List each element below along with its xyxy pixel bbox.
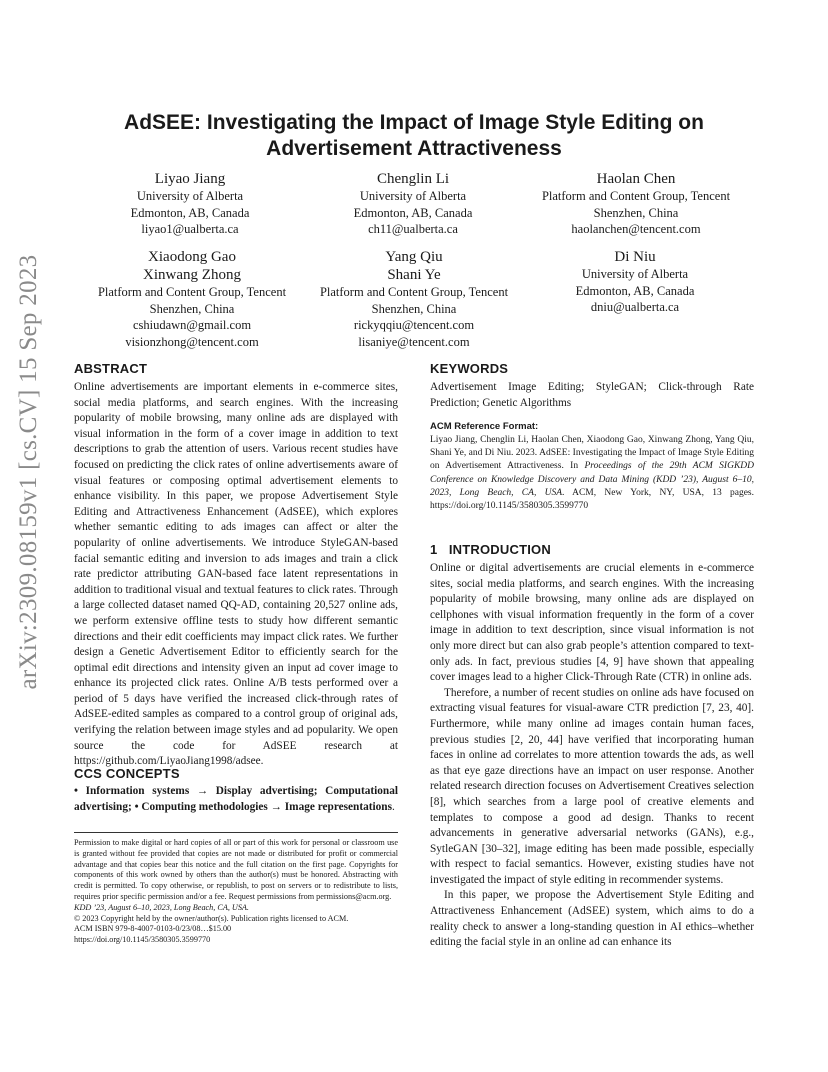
author-name: Chenglin Li: [376, 171, 450, 187]
author-email: visionzhong@tencent.com: [125, 334, 259, 349]
abstract-text: Online advertisements are important elements in e-commerce sites, social media platforms, and search engines. With the increasing popularity of mobile browsing, many online ads are displayed with visual information in the form of a cover image in addition to text descriptions to grab the attention of users. Various recent studies have focused on predicting the click rates of online advertisements aware of visual features or composing optimal advertisement elements to enhance visibility. In this paper, we propose Advertisement Style Editing and Attractiveness Enhancement (AdSEE), which explores whether semantic editing to ads images can affect or alter the popularity of online advertisements. We introduce StyleGAN-based facial semantic editing and inversion to ads images and train a click rate predictor attributing GAN-based face latent representations in addition to traditional visual and textual features to click rates. Through a large collected dataset named QQ-AD, containing 20,527 online ads, we perform extensive offline tests to study how different semantic directions and their edit coefficients may impact click rates. We further design a Genetic Advertisement Editor to efficiently search for the optimal edit directions and intensity given an input ad cover image to enhance its projected click rates. Online A/B tests performed over a period of 5 days have verified the increased click-through rates of AdSEE-edited samples as compared to a control group of original ads, verifying the relation between image styles and ad popularity. We open source the code for AdSEE research at https://github.com/LiyaoJiang1998/adsee.: [74, 381, 398, 768]
author-location: Shenzhen, China: [149, 301, 235, 316]
author-name: Yang Qiu: [385, 249, 443, 265]
author-name: Xiaodong Gao: [148, 249, 236, 265]
author-affiliation: University of Alberta: [136, 189, 244, 203]
ccs-heading: CCS CONCEPTS: [74, 766, 180, 781]
author-affiliation: University of Alberta: [359, 189, 467, 203]
abstract-heading: ABSTRACT: [74, 361, 148, 376]
author-location: Edmonton, AB, Canada: [130, 205, 250, 220]
author-email: ch11@ualberta.ca: [368, 222, 458, 236]
conference-line: KDD ’23, August 6–10, 2023, Long Beach, CA, USA.: [74, 902, 249, 912]
introduction-heading: 1 INTRODUCTION: [430, 542, 551, 557]
author-block-2: [318, 170, 508, 238]
keywords-text: Advertisement Image Editing; StyleGAN; Click-through Rate Prediction; Genetic Algorithms: [430, 381, 754, 409]
intro-paragraph-2: Therefore, a number of recent studies on online ads have focused on extracting visual features for visual-aware CTR prediction [7, 23, 40]. Furthermore, while many online ad images contain human faces, previous studies [2, 20, 44] have verified that incorporating human faces in online ad correlates to more attention towards the ads, as well as that eye gaze directions have an impact on user response. Another related research direction focuses on Advertisement Creatives selection [8], which searches from a large pool of creative elements and templates to compose a good ad design. Thanks to recent advancements in generative adversarial networks (GANs), e.g., SytleGAN [30–32], image editing has been made possible, especially with respect to facial semantics. However, existing studies have not investigated the impact of style editing in recommender systems.: [430, 686, 754, 886]
author-block-3: [520, 170, 752, 238]
introduction-text: [430, 561, 754, 951]
doi-link[interactable]: https://doi.org/10.1145/3580305.3599770: [74, 935, 211, 945]
intro-paragraph-1: Online or digital advertisements are crucial elements in e-commerce sites, social media platforms, and search engines. With the increasing popularity of mobile browsing, many online ads are displayed on cellphones with visual information frequently in the form of a cover image in addition to text description, since visual information is not only more direct but can also grab people’s attention compared to text-only ads. In fact, previous studies [4, 9] have shown that appealing cover images lead to a higher Click-Through Rate (CTR) in online ads.: [430, 562, 754, 684]
author-location: Shenzhen, China: [371, 301, 457, 316]
keywords-heading: KEYWORDS: [430, 361, 509, 376]
author-block-1: [95, 170, 285, 238]
intro-paragraph-3: In this paper, we propose the Advertisement Style Editing and Attractiveness Enhancement (AdSEE) system, which aims to do a reality check to answer a long-standing question in AI ethics–whether editing the facial style in an online ad can enhance its: [430, 889, 754, 949]
acm-reference-authors: Liyao Jiang, Chenglin Li, Haolan Chen, Xiaodong Gao, Xinwang Zhong, Yang Qiu, Shani Ye, and Di Niu. 2023. AdSEE: Investigating the Impact of Image Style Editing on Advertisement Attractiveness. In: [430, 435, 754, 472]
ccs-end: .: [391, 800, 395, 813]
permission-notice: Permission to make digital or hard copies of all or part of this work for personal or classroom use is granted without fee provided that copies are not made or distributed for profit or commercial advantage and that copies bear this notice and the full citation on the first page. Copyrights for components of this work owned by others than the author(s) must be honored. Abstracting with credit is permitted. To copy otherwise, or republish, to post on servers or to redistribute to lists, requires prior specific permission and/or a fee. Request permissions from permissions@acm.org.: [74, 838, 398, 901]
ccs-concept-2: • Computing methodologies → Image representations: [134, 800, 392, 813]
author-email: lisaniye@tencent.com: [358, 334, 470, 349]
author-affiliation: University of Alberta: [581, 267, 689, 281]
acm-reference-venue: Proceedings of the 29th ACM SIGKDD Conference on Knowledge Discovery and Data Mining (KDD ’23), August 6–10, 2023, Long Beach, CA, USA: [430, 461, 755, 498]
author-email: haolanchen@tencent.com: [571, 222, 701, 236]
author-name: Shani Ye: [387, 267, 441, 283]
author-affiliation: Platform and Content Group, Tencent: [97, 285, 287, 299]
paper-title: [70, 110, 758, 162]
author-location: Shenzhen, China: [593, 205, 679, 220]
author-affiliation: Platform and Content Group, Tencent: [541, 189, 731, 203]
author-email: cshiudawn@gmail.com: [132, 318, 252, 332]
author-affiliation: Platform and Content Group, Tencent: [319, 285, 509, 299]
copyright-footnote: [74, 832, 398, 946]
author-name: Liyao Jiang: [154, 171, 226, 187]
author-block-6: [540, 248, 730, 316]
author-location: Edmonton, AB, Canada: [575, 283, 695, 298]
title-line-1: AdSEE: Investigating the Impact of Image Style Editing on: [124, 111, 704, 134]
isbn-line: ACM ISBN 979-8-4007-0103-0/23/08…$15.00: [74, 924, 232, 934]
author-block-5: [302, 248, 526, 350]
copyright-line: © 2023 Copyright held by the owner/author(s). Publication rights licensed to ACM.: [74, 913, 349, 923]
author-email: dniu@ualberta.ca: [590, 300, 680, 314]
arxiv-identifier: arXiv:2309.08159v1 [cs.CV] 15 Sep 2023: [15, 254, 42, 690]
author-name: Xinwang Zhong: [143, 267, 241, 283]
ccs-concepts: [74, 784, 398, 815]
author-email: rickyqqiu@tencent.com: [353, 318, 475, 332]
author-name: Di Niu: [614, 249, 656, 265]
author-block-4: [80, 248, 304, 350]
author-email: liyao1@ualberta.ca: [141, 222, 239, 236]
title-line-2: Advertisement Attractiveness: [266, 137, 562, 160]
acm-reference-heading: ACM Reference Format:: [430, 421, 539, 432]
acm-reference-text: [430, 434, 754, 513]
ccs-concept-1: • Information systems → Display advertising; Computational advertising;: [74, 785, 398, 813]
author-location: Edmonton, AB, Canada: [353, 205, 473, 220]
author-name: Haolan Chen: [596, 171, 676, 187]
acm-reference-rest: . ACM, New York, NY, USA, 13 pages. https://doi.org/10.1145/3580305.3599770: [430, 487, 754, 512]
